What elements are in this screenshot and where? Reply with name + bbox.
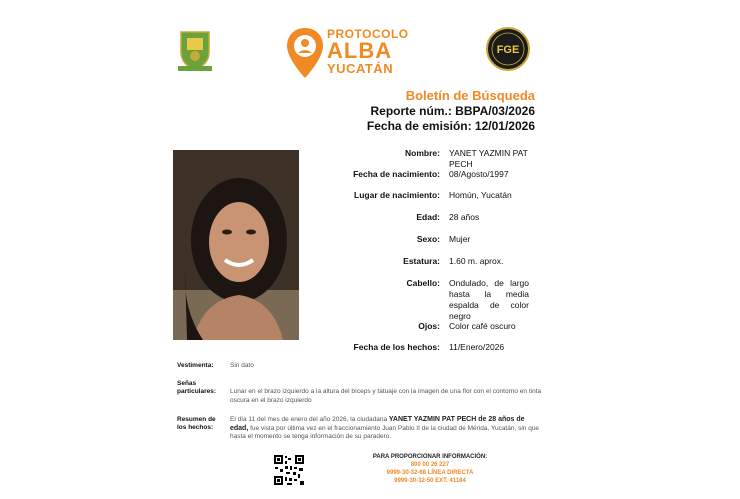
field-label: Fecha de nacimiento: (353, 169, 440, 179)
marks-label: Señas particulares: (177, 380, 217, 395)
field-label: Ojos: (418, 321, 440, 331)
alba-line2: ALBA (327, 38, 393, 63)
field-value: Homún, Yucatán (449, 190, 512, 200)
field-value: 11/Enero/2026 (449, 342, 505, 352)
field-value: YANET YAZMIN PAT PECH (449, 148, 528, 169)
qr-code-icon[interactable] (273, 454, 305, 486)
field-label: Nombre: (405, 148, 440, 158)
field-label: Edad: (416, 212, 440, 222)
summary-pre: El día 11 del mes de enero del año 2026, la ciudadana (230, 416, 389, 423)
marks-value: Lunar en el brazo izquierdo a la altura del bíceps y tatuaje con la imagen de una flor con el contorno en tinta oscura en el brazo izquierdo (230, 388, 542, 404)
yucatan-government-shield-icon (178, 30, 212, 72)
fge-seal-icon (485, 24, 531, 74)
contact-heading: PARA PROPORCIONAR INFORMACIÓN: (372, 454, 488, 460)
contact-info (355, 453, 505, 485)
summary-label: Resumen de los hechos: (177, 416, 216, 431)
field-label: Sexo: (416, 234, 440, 244)
field-value: Ondulado, de largo hasta la media espalda de color negro (449, 278, 529, 321)
alba-line1: PROTOCOLO (327, 27, 409, 41)
report-number: Reporte núm.: BBPA/03/2026 (370, 104, 535, 118)
clothing-label: Vestimenta: (177, 362, 214, 369)
field-value: Mujer (449, 234, 471, 244)
missing-person-photo (173, 150, 299, 340)
field-value: 28 años (449, 212, 480, 222)
field-value: 1.60 m. aprox. (449, 256, 504, 266)
bulletin-header (360, 88, 535, 134)
field-label: Estatura: (403, 256, 440, 266)
alba-line3: YUCATÁN (327, 61, 394, 76)
protocolo-alba-logo (285, 26, 410, 81)
contact-line2: 9999-30-32-68 LÍNEA DIRECTA (386, 470, 474, 476)
contact-line3: 9999-30-32-50 EXT. 41184 (394, 478, 466, 484)
clothing-value: Sin dato (230, 362, 254, 369)
summary-post: fue vista por última vez en el fraccionamiento Juan Pablo II de la ciudad de Mérida, Yucatán, sin que hasta el momento se tenga información de su paradero. (230, 424, 540, 440)
issue-date: Fecha de emisión: 12/01/2026 (366, 119, 535, 133)
bulletin-title: Boletín de Búsqueda (405, 88, 535, 103)
field-label: Lugar de nacimiento: (354, 190, 440, 200)
location-pin-icon (285, 26, 325, 80)
summary-name: YANET YAZMIN PAT PECH de 28 años de edad, (230, 416, 525, 432)
contact-line1: 800 00 26 227 (410, 462, 450, 468)
field-label: Cabello: (406, 278, 440, 288)
field-label: Fecha de los hechos: (353, 342, 440, 352)
field-value: Color café oscuro (449, 321, 516, 331)
field-value: 08/Agosto/1997 (449, 169, 509, 179)
summary-text (230, 416, 542, 442)
fge-label: FGE (496, 44, 520, 56)
